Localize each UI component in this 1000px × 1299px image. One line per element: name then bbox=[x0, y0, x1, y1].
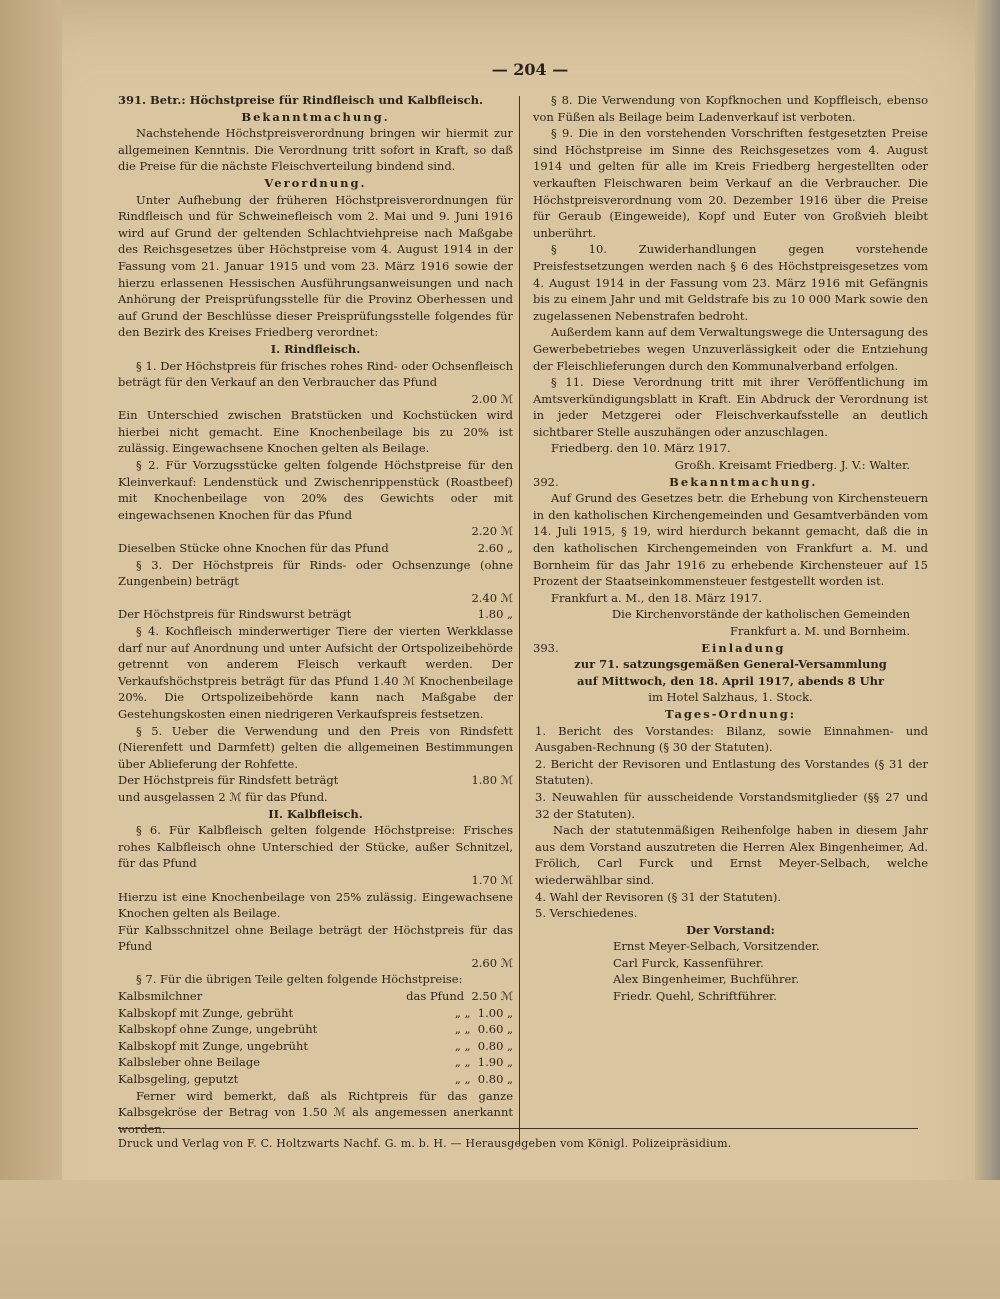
signature-kreisamt: Großh. Kreisamt Friedberg. J. V.: Walter. bbox=[674, 458, 910, 473]
agenda-item: 1. Bericht des Vorstandes: Bilanz, sowie Einnahmen- und Ausgaben-Rechnung (§ 30 der Statuten). bbox=[535, 723, 928, 755]
price-row-2b: Dieselben Stücke ohne Knochen für das Pfund 2.60 „ bbox=[118, 541, 513, 556]
price-1: 2.00 ℳ bbox=[471, 391, 513, 406]
paragraph-6: § 6. Für Kalbfleisch gelten folgende Höchstpreise: Frisches rohes Kalbfleisch ohne Unterschied der Stücke, außer Schnitzel, für das Pfund bbox=[118, 823, 513, 871]
column-divider bbox=[519, 96, 520, 1146]
imprint-footer: Druck und Verlag von F. C. Holtzwarts Nachf. G. m. b. H. — Herausgegeben vom Königl. Polizeipräsidium. bbox=[118, 1128, 918, 1150]
price-list-item: Kalbsgeling, geputzt „ „ 0.80 „ bbox=[118, 1072, 513, 1087]
paragraph-8: § 8. Die Verwendung von Kopfknochen und Kopffleisch, ebenso von Füßen als Beilage beim Ladenverkauf ist verboten. bbox=[533, 93, 928, 124]
bottom-margin bbox=[0, 1180, 1000, 1299]
section-rindfleisch: I. Rindfleisch. bbox=[270, 341, 361, 356]
board-member: Friedr. Quehl, Schriftführer. bbox=[613, 989, 777, 1004]
section-kalbfleisch: II. Kalbfleisch. bbox=[268, 806, 363, 821]
agenda-list bbox=[533, 723, 928, 922]
paragraph-6c: Für Kalbsschnitzel ohne Beilage beträgt der Höchstpreis für das Pfund bbox=[118, 922, 513, 954]
price-list-7 bbox=[118, 988, 513, 1088]
board-member: Carl Furck, Kassenführer. bbox=[613, 955, 764, 970]
price-list-item: Kalbskopf mit Zunge, ungebrüht „ „ 0.80 „ bbox=[118, 1038, 513, 1053]
price-3: 2.40 ℳ bbox=[471, 590, 513, 605]
right-column bbox=[533, 92, 928, 1005]
paragraph-7b: Ferner wird bemerkt, daß als Richtpreis für das ganze Kalbsgekröse der Betrag von 1.50 ℳ als angemessen anerkannt worden. bbox=[118, 1088, 513, 1136]
agenda-item-note: Nach der statutenmäßigen Reihenfolge haben in diesem Jahr aus dem Vorstand auszutreten die Herren Alex Bingenheimer, Ad. Frölich, Carl Furck und Ernst Meyer-Selbach, welche wiederwählbar sind. bbox=[535, 823, 928, 887]
date-frankfurt: Frankfurt a. M., den 18. März 1917. bbox=[551, 590, 762, 605]
price-list-item: Kalbskopf mit Zunge, gebrüht „ „ 1.00 „ bbox=[118, 1005, 513, 1020]
board-title: Der Vorstand: bbox=[686, 922, 775, 937]
paragraph-10b: Außerdem kann auf dem Verwaltungswege die Untersagung des Gewerbebetriebes wegen Unzuverlässigkeit oder die Entziehung der Fleischlieferungen durch den Kommunalverband erfolgen. bbox=[533, 325, 928, 373]
page-number: — 204 — bbox=[491, 60, 569, 79]
verordnung-paragraph: Unter Aufhebung der früheren Höchstpreisverordnungen für Rindfleisch und für Schweinefleisch vom 2. Mai und 9. Juni 1916 wird auf Grund der geltenden Schlachtviehpreise nach Maßgabe des Reichsgesetzes über Höchstpreise vom 4. August 1914 in der Fassung vom 21. Januar 1915 und vom 23. März 1916 sowie der hierzu erlassenen Hessischen Ausführungsanweisungen und nach Anhörung der Preisprüfungsstelle für die Provinz Oberhessen und auf Grund der Beschlüsse dieser Preisprüfungsstelle folgendes für den Bezirk des Kreises Friedberg verordnet: bbox=[118, 192, 513, 340]
notice-393-heading: 393. Einladung bbox=[533, 640, 786, 655]
paragraph-5: § 5. Ueber die Verwendung und den Preis von Rindsfett (Nierenfett und Darmfett) gelten die allgemeinen Bestimmungen über Ablieferung der Rohfette. bbox=[118, 723, 513, 771]
paragraph-9: § 9. Die in den vorstehenden Vorschriften festgesetzten Preise sind Höchstpreise im Sinne des Reichsgesetzes vom 4. August 1914 und gelten für alle im Kreis Friedberg hergestellten oder verkauften Fleischwaren beim Verkauf an die Verbraucher. Die Höchstpreisverordnung vom 20. Dezember 1916 über die Preise für Geraub (Eingeweide), Kopf und Euter von Großvieh bleibt unberührt. bbox=[533, 126, 928, 240]
price-row-5b: Der Höchstpreis für Rindsfett beträgt 1.80 ℳ bbox=[118, 773, 513, 788]
paragraph-5c: und ausgelassen 2 ℳ für das Pfund. bbox=[118, 789, 328, 804]
bekanntmachung-title: Bekanntmachung. bbox=[241, 109, 390, 124]
price-6c: 2.60 ℳ bbox=[471, 955, 513, 970]
paragraph-6b: Hierzu ist eine Knochenbeilage von 25% zulässig. Eingewachsene Knochen gelten als Beilage. bbox=[118, 889, 513, 921]
paragraph-11: § 11. Diese Verordnung tritt mit ihrer Veröffentlichung im Amtsverkündigungsblatt in Kraft. Ein Abdruck der Verordnung ist in jeder Metzgerei oder Fleischverkaufsstelle an deutlich sichtbarer Stelle auszuhängen oder anzuschlagen. bbox=[533, 375, 928, 439]
intro-paragraph: Nachstehende Höchstpreisverordnung bringen wir hiermit zur allgemeinen Kenntnis. Die Verordnung tritt sofort in Kraft, so daß die Preise für die nächste Fleischverteilung bindend sind. bbox=[118, 126, 513, 174]
paragraph-1b: Ein Unterschied zwischen Bratstücken und Kochstücken wird hierbei nicht gemacht. Eine Knochenbeilage bis zu 20% ist zulässig. Eingewachsene Knochen gelten als Beilage. bbox=[118, 408, 513, 456]
invitation-line-1: zur 71. satzungsgemäßen General-Versammlung bbox=[574, 657, 887, 672]
binding-edge bbox=[0, 0, 62, 1299]
invitation-line-2: auf Mittwoch, den 18. April 1917, abends 8 Uhr bbox=[576, 673, 885, 688]
price-row-3b: Der Höchstpreis für Rindswurst beträgt 1.80 „ bbox=[118, 607, 513, 622]
page-edge bbox=[975, 0, 1000, 1299]
invitation-line-3: im Hotel Salzhaus, 1. Stock. bbox=[648, 690, 813, 705]
agenda-item: 5. Verschiedenes. bbox=[535, 906, 638, 921]
price-6: 1.70 ℳ bbox=[471, 872, 513, 887]
signature-kirchenvorstaende-place: Frankfurt a. M. und Bornheim. bbox=[730, 624, 910, 638]
paragraph-4: § 4. Kochfleisch minderwertiger Tiere der vierten Werkklasse darf nur auf Anordnung und unter Aufsicht der Ortspolizeibehörde getrennt von anderem Fleisch verkauft werden. Der Verkaufshöchstpreis beträgt für das Pfund 1.40 ℳ Knochenbeilage 20%. Die Ortspolizeibehörde kann nach Maßgabe der Gestehungskosten einen niedrigeren Verkaufspreis festsetzen. bbox=[118, 624, 513, 721]
notice-392-text: Auf Grund des Gesetzes betr. die Erhebung von Kirchensteuern in den katholischen Kirchengemeinden und Gesamtverbänden vom 14. Juli 1915, § 19, wird hierdurch bekannt gemacht, daß die in den katholischen Kirchengemeinden von Frankfurt a. M. und Bornheim für das Jahr 1916 zu erhebende Kirchensteuer auf 15 Prozent der Staatseinkommensteuer festgestellt worden ist. bbox=[533, 491, 928, 589]
price-list-item: Kalbsleber ohne Beilage „ „ 1.90 „ bbox=[118, 1055, 513, 1070]
paragraph-3: § 3. Der Höchstpreis für Rinds- oder Ochsenzunge (ohne Zungenbein) beträgt bbox=[118, 557, 513, 589]
signature-kirchenvorstaende: Die Kirchenvorstände der katholischen Gemeinden bbox=[611, 607, 910, 622]
price-list-item: Kalbskopf ohne Zunge, ungebrüht „ „ 0.60 „ bbox=[118, 1022, 513, 1037]
board-member: Ernst Meyer-Selbach, Vorsitzender. bbox=[613, 939, 820, 954]
board-member: Alex Bingenheimer, Buchführer. bbox=[613, 972, 800, 987]
left-column bbox=[118, 92, 513, 1137]
agenda-item: 2. Bericht der Revisoren und Entlastung des Vorstandes (§ 31 der Statuten). bbox=[535, 756, 928, 788]
agenda-item: 3. Neuwahlen für ausscheidende Vorstandsmitglieder (§§ 27 und 32 der Statuten). bbox=[535, 789, 928, 821]
board-list bbox=[533, 938, 928, 1004]
notice-392-heading: 392. Bekanntmachung. bbox=[533, 474, 818, 489]
paragraph-2: § 2. Für Vorzugsstücke gelten folgende Höchstpreise für den Kleinverkauf: Lendenstück und Zwischenrippenstück (Roastbeef) mit Knochenbeilage von 20% des Gewichts oder mit eingewachsenen Knochen für das Pfund bbox=[118, 458, 513, 522]
price-list-item: Kalbsmilchner das Pfund 2.50 ℳ bbox=[118, 989, 513, 1004]
price-2: 2.20 ℳ bbox=[471, 524, 513, 539]
paragraph-1: § 1. Der Höchstpreis für frisches rohes Rind- oder Ochsenfleisch beträgt für den Verkauf an den Verbraucher das Pfund bbox=[118, 358, 513, 390]
verordnung-title: Verordnung. bbox=[264, 175, 367, 190]
paragraph-10: § 10. Zuwiderhandlungen gegen vorstehende Preisfestsetzungen werden nach § 6 des Höchstpreisgesetzes vom 4. August 1914 in der Fassung vom 23. März 1916 mit Gefängnis bis zu einem Jahr und mit Geldstrafe bis zu 10 000 Mark sowie den zugelassenen Nebenstrafen bedroht. bbox=[533, 242, 928, 323]
agenda-item: 4. Wahl der Revisoren (§ 31 der Statuten). bbox=[535, 889, 782, 904]
paragraph-7: § 7. Für die übrigen Teile gelten folgende Höchstpreise: bbox=[136, 972, 463, 987]
notice-391-heading: 391. Betr.: Höchstpreise für Rindfleisch und Kalbfleisch. bbox=[118, 93, 483, 107]
date-friedberg: Friedberg. den 10. März 1917. bbox=[551, 441, 731, 456]
agenda-title: Tages-Ordnung: bbox=[664, 706, 796, 721]
